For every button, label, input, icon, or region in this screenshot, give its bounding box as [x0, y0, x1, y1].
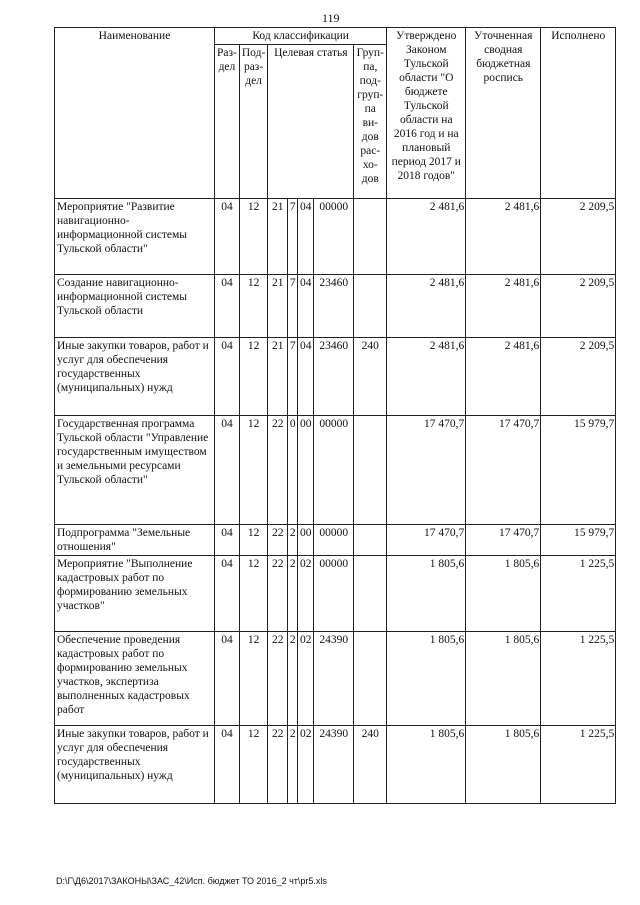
page-number: 119: [322, 11, 340, 25]
row-ts1: 21: [268, 275, 288, 338]
row-ts4: 00000: [314, 199, 354, 275]
row-approved: 17 470,7: [387, 416, 466, 525]
row-ts2: 2: [288, 632, 298, 726]
file-path-footer: D:\Г\Д6\2017\ЗАКОНЫ\ЗАС_42\Исп. бюджет ТО 2016_2 чт\pr5.xls: [56, 876, 327, 886]
row-ts4: 24390: [314, 726, 354, 804]
row-ts3: 04: [298, 199, 314, 275]
row-subsection: 12: [239, 416, 267, 525]
row-approved: 17 470,7: [387, 525, 466, 556]
row-subsection: 12: [239, 726, 267, 804]
row-approved: 2 481,6: [387, 338, 466, 416]
row-approved: 1 805,6: [387, 556, 466, 632]
row-refined: 2 481,6: [466, 275, 541, 338]
row-approved: 2 481,6: [387, 199, 466, 275]
row-ts1: 22: [268, 632, 288, 726]
row-group: 240: [354, 726, 387, 804]
row-ts1: 22: [268, 525, 288, 556]
row-refined: 1 805,6: [466, 556, 541, 632]
row-ts2: 7: [288, 275, 298, 338]
row-ts3: 02: [298, 632, 314, 726]
row-ts2: 0: [288, 416, 298, 525]
table-row: [55, 338, 616, 416]
header-expense-group: Груп- па, под- груп- па ви- дов рас- хо- дов: [354, 45, 387, 199]
row-ts4: 23460: [314, 338, 354, 416]
row-refined: 2 481,6: [466, 199, 541, 275]
row-section: 04: [215, 726, 240, 804]
row-executed: 2 209,5: [541, 275, 616, 338]
row-approved: 1 805,6: [387, 726, 466, 804]
row-ts3: 04: [298, 338, 314, 416]
row-ts1: 22: [268, 726, 288, 804]
row-refined: 17 470,7: [466, 525, 541, 556]
row-ts2: 2: [288, 726, 298, 804]
header-subsection: Под- раз- дел: [239, 45, 267, 199]
header-name: Наименование: [55, 28, 215, 199]
row-name: Создание навигационно-информационной системы Тульской области: [55, 275, 215, 338]
row-executed: 1 225,5: [541, 632, 616, 726]
row-ts2: 2: [288, 556, 298, 632]
row-executed: 1 225,5: [541, 726, 616, 804]
table-row: [55, 199, 616, 275]
row-section: 04: [215, 275, 240, 338]
row-ts4: 00000: [314, 556, 354, 632]
budget-table: [54, 27, 616, 804]
table-row: [55, 525, 616, 556]
table-row: [55, 416, 616, 525]
row-executed: 2 209,5: [541, 199, 616, 275]
row-group: [354, 416, 387, 525]
row-name: Иные закупки товаров, работ и услуг для обеспечения государственных (муниципальных) нужд: [55, 338, 215, 416]
row-ts3: 02: [298, 556, 314, 632]
row-group: [354, 199, 387, 275]
row-ts1: 21: [268, 338, 288, 416]
row-subsection: 12: [239, 199, 267, 275]
row-ts3: 00: [298, 416, 314, 525]
row-section: 04: [215, 199, 240, 275]
header-row-top: [55, 28, 616, 45]
row-executed: 2 209,5: [541, 338, 616, 416]
header-approved: Утверждено Законом Тульской области "О бюджете Тульской области на 2016 год и на плановый период 2017 и 2018 годов": [387, 28, 466, 199]
row-executed: 1 225,5: [541, 556, 616, 632]
row-ts1: 21: [268, 199, 288, 275]
header-refined: Уточненная сводная бюджетная роспись: [466, 28, 541, 199]
header-code-group: Код классификации: [215, 28, 387, 45]
row-group: [354, 525, 387, 556]
row-ts3: 02: [298, 726, 314, 804]
row-group: [354, 275, 387, 338]
row-subsection: 12: [239, 632, 267, 726]
row-subsection: 12: [239, 556, 267, 632]
row-ts4: 00000: [314, 525, 354, 556]
row-group: [354, 556, 387, 632]
row-ts4: 00000: [314, 416, 354, 525]
row-refined: 1 805,6: [466, 726, 541, 804]
row-ts3: 04: [298, 275, 314, 338]
row-section: 04: [215, 632, 240, 726]
row-executed: 15 979,7: [541, 525, 616, 556]
row-name: Подпрограмма "Земельные отношения": [55, 525, 215, 556]
row-ts2: 2: [288, 525, 298, 556]
table-row: [55, 726, 616, 804]
row-refined: 17 470,7: [466, 416, 541, 525]
row-ts2: 7: [288, 199, 298, 275]
row-executed: 15 979,7: [541, 416, 616, 525]
row-ts4: 23460: [314, 275, 354, 338]
row-group: 240: [354, 338, 387, 416]
row-refined: 2 481,6: [466, 338, 541, 416]
row-subsection: 12: [239, 275, 267, 338]
row-name: Государственная программа Тульской области "Управление государственным имуществом и земельными ресурсами Тульской области": [55, 416, 215, 525]
row-section: 04: [215, 416, 240, 525]
row-section: 04: [215, 556, 240, 632]
row-subsection: 12: [239, 525, 267, 556]
row-section: 04: [215, 525, 240, 556]
header-section: Раз- дел: [215, 45, 240, 199]
row-name: Мероприятие "Выполнение кадастровых работ по формированию земельных участков": [55, 556, 215, 632]
header-executed: Исполнено: [541, 28, 616, 199]
row-ts1: 22: [268, 416, 288, 525]
row-name: Обеспечение проведения кадастровых работ по формированию земельных участков, экспертиза выполненных кадастровых работ: [55, 632, 215, 726]
row-ts4: 24390: [314, 632, 354, 726]
row-approved: 1 805,6: [387, 632, 466, 726]
row-ts1: 22: [268, 556, 288, 632]
row-refined: 1 805,6: [466, 632, 541, 726]
row-name: Иные закупки товаров, работ и услуг для обеспечения государственных (муниципальных) нужд: [55, 726, 215, 804]
row-subsection: 12: [239, 338, 267, 416]
table-row: [55, 275, 616, 338]
header-target-article: Целевая статья: [268, 45, 354, 199]
row-ts2: 7: [288, 338, 298, 416]
row-group: [354, 632, 387, 726]
row-approved: 2 481,6: [387, 275, 466, 338]
row-section: 04: [215, 338, 240, 416]
table-row: [55, 632, 616, 726]
row-ts3: 00: [298, 525, 314, 556]
table-row: [55, 556, 616, 632]
row-name: Мероприятие "Развитие навигационно-информационной системы Тульской области": [55, 199, 215, 275]
